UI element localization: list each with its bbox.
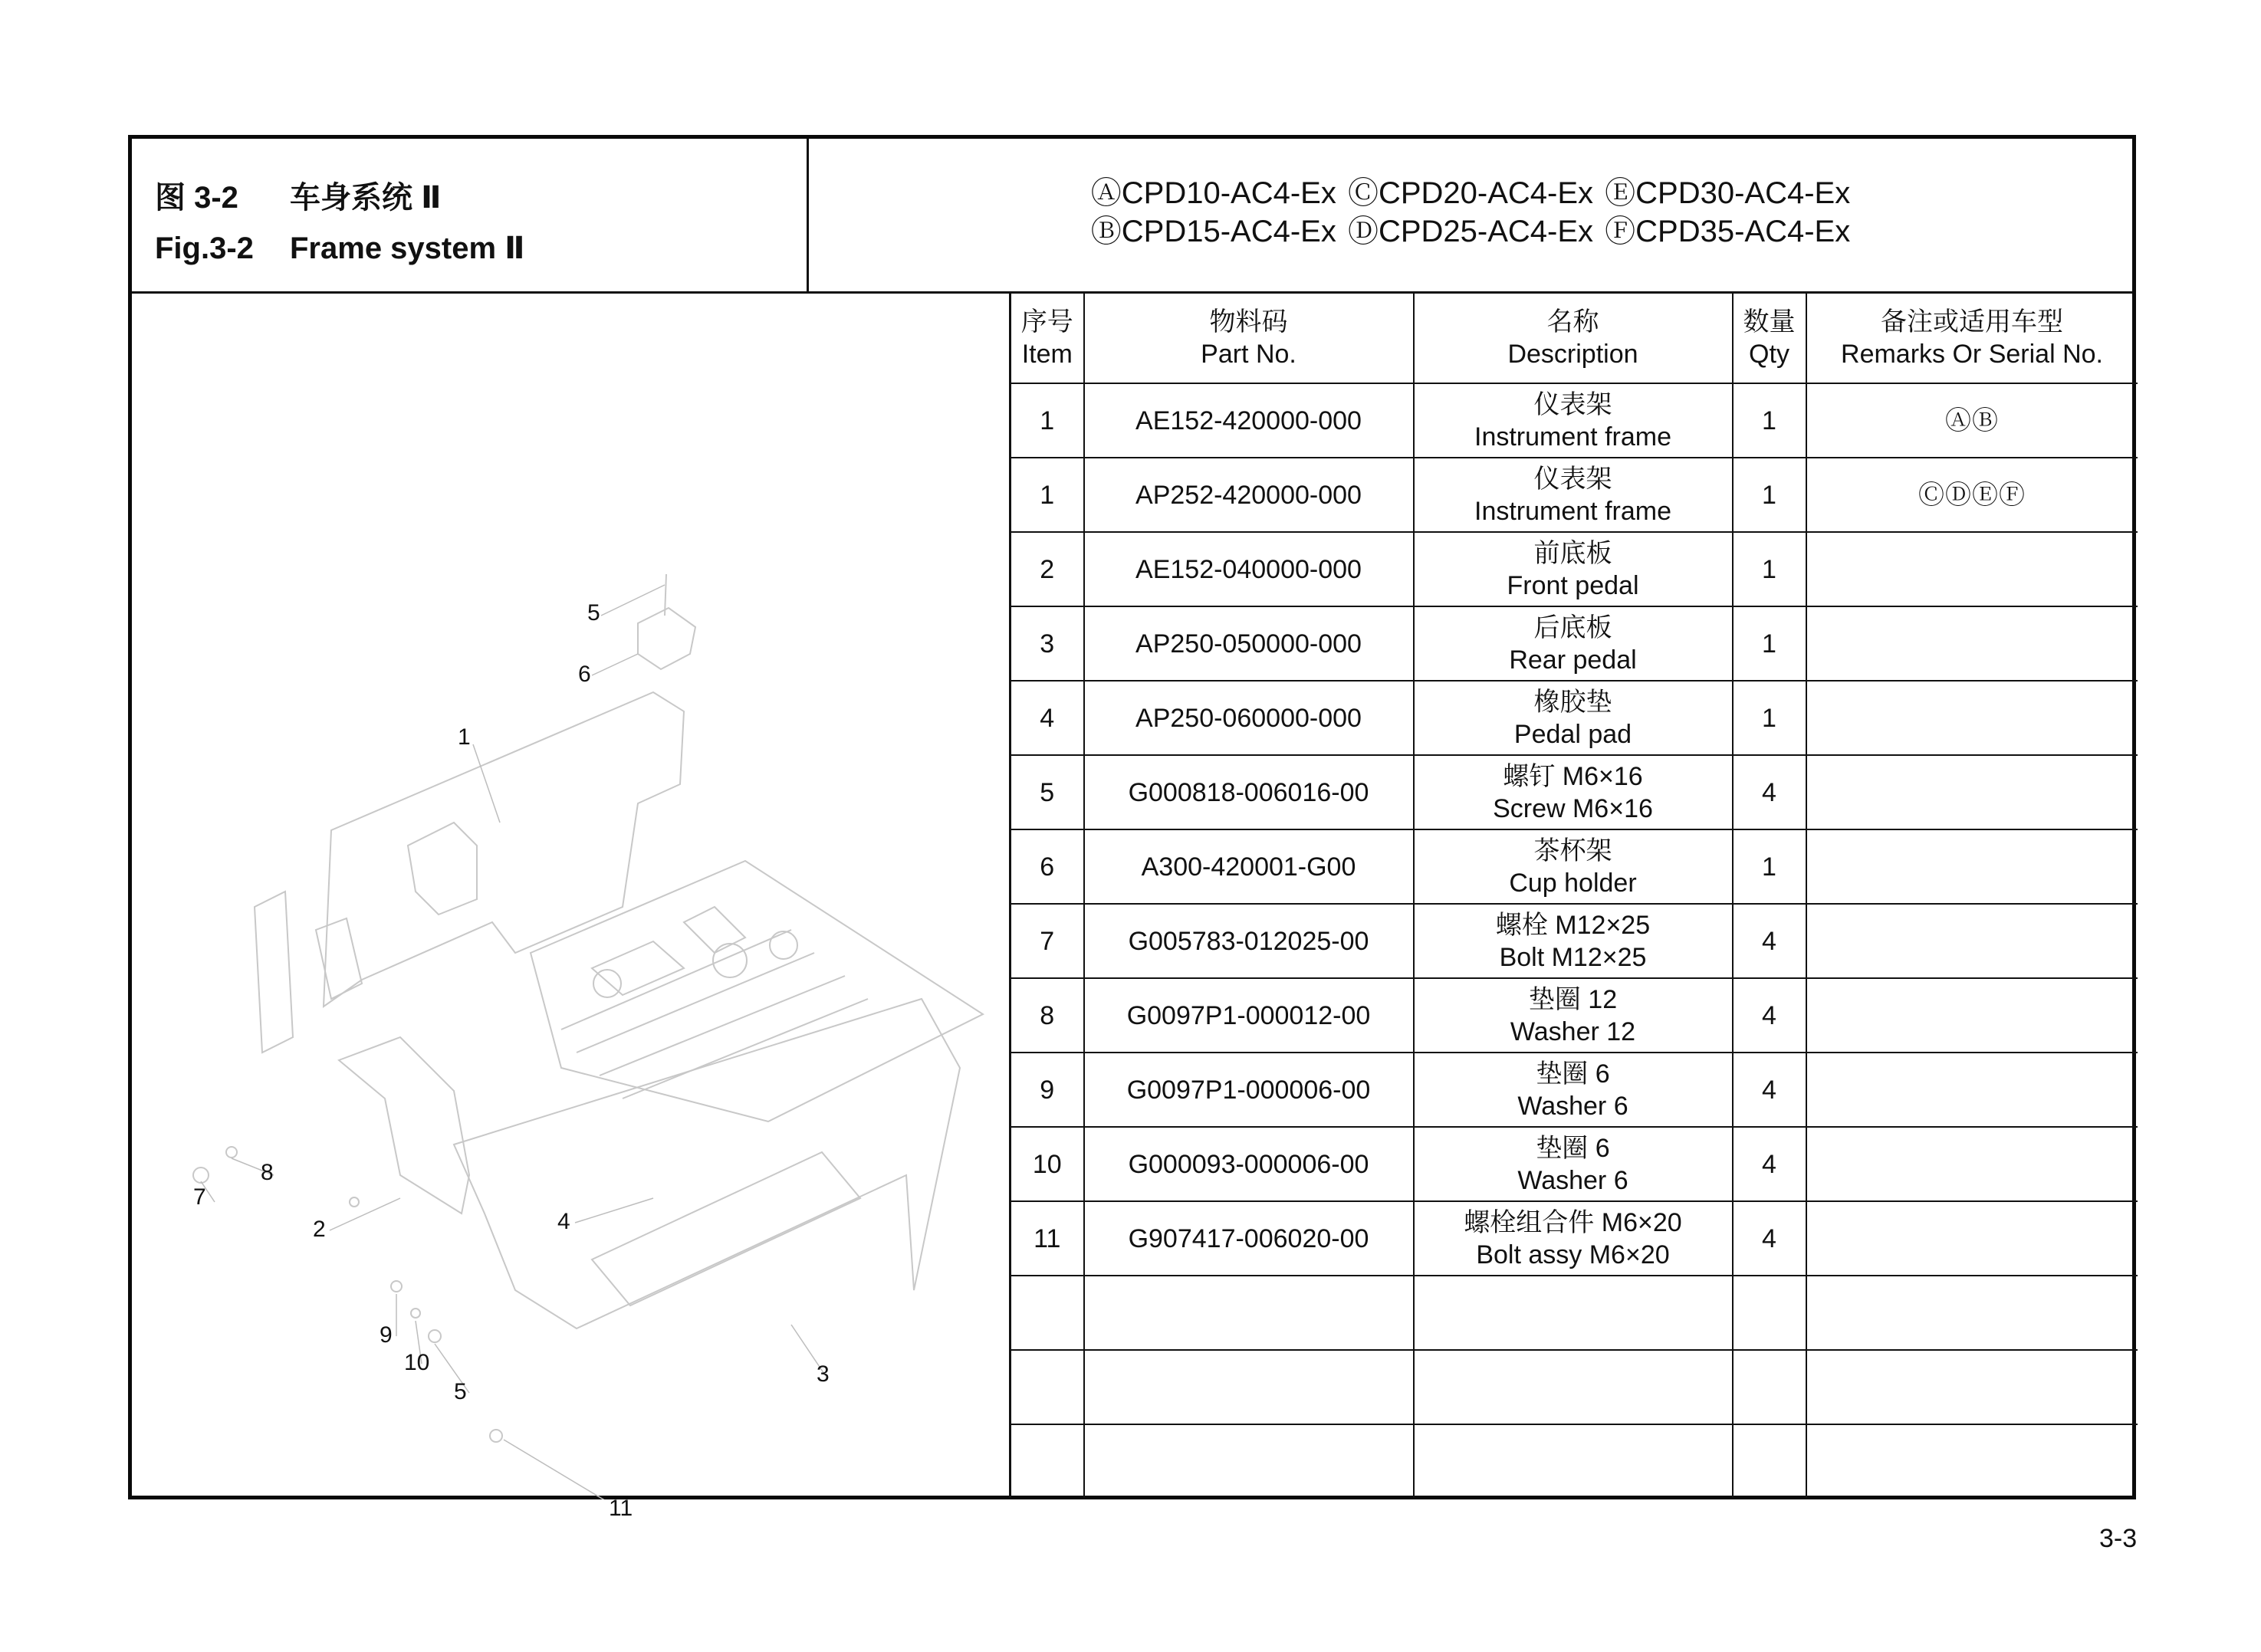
applicable-models <box>809 174 2132 251</box>
cell-part-no: G000093-000006-00 <box>1084 1127 1414 1201</box>
callout-9: 9 <box>380 1322 393 1348</box>
cell-part-no <box>1084 1424 1414 1499</box>
frame-exploded-drawing <box>132 294 1009 1499</box>
table-row <box>1011 1201 2138 1276</box>
cell-qty <box>1733 1424 1806 1499</box>
cell-remarks <box>1806 1201 2138 1276</box>
table-row-empty <box>1011 1350 2138 1424</box>
table-header-row <box>1011 294 2138 383</box>
cell-part-no <box>1084 1276 1414 1350</box>
cell-part-no: AP250-060000-000 <box>1084 681 1414 755</box>
models-row-2 <box>809 212 2132 251</box>
model-d: ⒹCPD25-AC4-Ex <box>1347 215 1594 248</box>
model-b: ⒷCPD15-AC4-Ex <box>1090 215 1336 248</box>
model-c: ⒸCPD20-AC4-Ex <box>1347 176 1594 210</box>
cell-qty: 4 <box>1733 755 1806 829</box>
callout-7: 7 <box>193 1184 206 1210</box>
callout-3: 3 <box>817 1361 830 1387</box>
table-row <box>1011 829 2138 904</box>
cell-item: 1 <box>1011 458 1084 532</box>
cell-item: 11 <box>1011 1201 1084 1276</box>
cell-description: 茶杯架 Cup holder <box>1414 829 1733 904</box>
parts-page-frame <box>128 135 2136 1521</box>
cell-description: 仪表架 Instrument frame <box>1414 383 1733 458</box>
cell-description: 垫圈 6 Washer 6 <box>1414 1053 1733 1127</box>
cell-part-no: G000818-006016-00 <box>1084 755 1414 829</box>
model-f: ⒻCPD35-AC4-Ex <box>1605 215 1851 248</box>
cell-item <box>1011 1276 1084 1350</box>
cell-qty: 4 <box>1733 1127 1806 1201</box>
table-row <box>1011 383 2138 458</box>
cell-description: 橡胶垫 Pedal pad <box>1414 681 1733 755</box>
model-e: ⒺCPD30-AC4-Ex <box>1605 176 1851 210</box>
cell-item: 6 <box>1011 829 1084 904</box>
cell-part-no <box>1084 1350 1414 1424</box>
callout-2: 2 <box>313 1217 326 1242</box>
exploded-view-diagram <box>132 294 1009 1521</box>
callout-5-top: 5 <box>587 600 600 626</box>
callout-8: 8 <box>261 1160 274 1185</box>
cell-part-no: AE152-420000-000 <box>1084 383 1414 458</box>
models-row-1 <box>809 174 2132 212</box>
table-row <box>1011 458 2138 532</box>
cell-qty: 1 <box>1733 681 1806 755</box>
cell-part-no: AP250-050000-000 <box>1084 606 1414 681</box>
callout-10: 10 <box>404 1350 430 1375</box>
cell-remarks <box>1806 978 2138 1053</box>
title-cn <box>155 172 525 223</box>
col-header-remarks: 备注或适用车型 Remarks Or Serial No. <box>1806 294 2138 383</box>
callout-11: 11 <box>609 1496 633 1521</box>
col-header-qty: 数量 Qty <box>1733 294 1806 383</box>
cell-qty: 4 <box>1733 978 1806 1053</box>
table-row-empty <box>1011 1276 2138 1350</box>
cell-description <box>1414 1350 1733 1424</box>
title-cn-number: 图 3-2 <box>155 181 238 215</box>
cell-part-no: G0097P1-000006-00 <box>1084 1053 1414 1127</box>
table-row <box>1011 978 2138 1053</box>
cell-item: 8 <box>1011 978 1084 1053</box>
cell-qty <box>1733 1350 1806 1424</box>
title-en <box>155 223 525 274</box>
table-row <box>1011 606 2138 681</box>
cell-remarks <box>1806 829 2138 904</box>
cell-item: 5 <box>1011 755 1084 829</box>
cell-qty: 1 <box>1733 606 1806 681</box>
cell-remarks: ⒸⒹⒺⒻ <box>1806 458 2138 532</box>
cell-part-no: G907417-006020-00 <box>1084 1201 1414 1276</box>
cell-remarks <box>1806 1424 2138 1499</box>
cell-remarks <box>1806 606 2138 681</box>
model-a: ⒶCPD10-AC4-Ex <box>1090 176 1336 210</box>
table-row <box>1011 532 2138 606</box>
cell-remarks <box>1806 755 2138 829</box>
cell-description <box>1414 1424 1733 1499</box>
cell-item: 2 <box>1011 532 1084 606</box>
cell-qty: 4 <box>1733 1201 1806 1276</box>
cell-description: 螺栓组合件 M6×20 Bolt assy M6×20 <box>1414 1201 1733 1276</box>
table-row <box>1011 755 2138 829</box>
cell-description: 螺钉 M6×16 Screw M6×16 <box>1414 755 1733 829</box>
cell-item <box>1011 1424 1084 1499</box>
cell-qty: 1 <box>1733 383 1806 458</box>
cell-part-no: AP252-420000-000 <box>1084 458 1414 532</box>
cell-item <box>1011 1350 1084 1424</box>
table-row <box>1011 904 2138 978</box>
cell-description: 前底板 Front pedal <box>1414 532 1733 606</box>
table-row <box>1011 681 2138 755</box>
cell-description: 垫圈 6 Washer 6 <box>1414 1127 1733 1201</box>
cell-item: 3 <box>1011 606 1084 681</box>
cell-part-no: AE152-040000-000 <box>1084 532 1414 606</box>
cell-qty: 4 <box>1733 1053 1806 1127</box>
callout-5-bottom: 5 <box>454 1379 467 1404</box>
cell-description <box>1414 1276 1733 1350</box>
cell-description: 垫圈 12 Washer 12 <box>1414 978 1733 1053</box>
title-cn-text: 车身系统 Ⅱ <box>290 181 442 215</box>
page-number: 3-3 <box>2099 1524 2138 1553</box>
cell-remarks <box>1806 1276 2138 1350</box>
col-header-item: 序号 Item <box>1011 294 1084 383</box>
parts-list-table <box>1009 294 2138 1499</box>
table-row <box>1011 1053 2138 1127</box>
cell-part-no: G0097P1-000012-00 <box>1084 978 1414 1053</box>
cell-description: 螺栓 M12×25 Bolt M12×25 <box>1414 904 1733 978</box>
cell-remarks <box>1806 1350 2138 1424</box>
cell-remarks <box>1806 681 2138 755</box>
callout-4: 4 <box>557 1209 570 1234</box>
cell-remarks <box>1806 532 2138 606</box>
cell-item: 9 <box>1011 1053 1084 1127</box>
cell-description: 仪表架 Instrument frame <box>1414 458 1733 532</box>
cell-part-no: G005783-012025-00 <box>1084 904 1414 978</box>
cell-item: 1 <box>1011 383 1084 458</box>
figure-title <box>155 172 525 274</box>
callout-1: 1 <box>458 724 471 750</box>
cell-remarks <box>1806 1053 2138 1127</box>
cell-qty: 4 <box>1733 904 1806 978</box>
table-row-empty <box>1011 1424 2138 1499</box>
cell-part-no: A300-420001-G00 <box>1084 829 1414 904</box>
cell-remarks <box>1806 1127 2138 1201</box>
cell-qty: 1 <box>1733 458 1806 532</box>
col-header-description: 名称 Description <box>1414 294 1733 383</box>
cell-remarks <box>1806 904 2138 978</box>
cell-item: 10 <box>1011 1127 1084 1201</box>
cell-item: 7 <box>1011 904 1084 978</box>
title-en-number: Fig.3-2 <box>155 232 254 265</box>
table-row <box>1011 1127 2138 1201</box>
cell-qty <box>1733 1276 1806 1350</box>
title-en-text: Frame system Ⅱ <box>290 232 525 265</box>
cell-qty: 1 <box>1733 532 1806 606</box>
cell-item: 4 <box>1011 681 1084 755</box>
cell-description: 后底板 Rear pedal <box>1414 606 1733 681</box>
cell-remarks: ⒶⒷ <box>1806 383 2138 458</box>
cell-qty: 1 <box>1733 829 1806 904</box>
callout-6: 6 <box>578 662 591 687</box>
col-header-part-no: 物料码 Part No. <box>1084 294 1414 383</box>
